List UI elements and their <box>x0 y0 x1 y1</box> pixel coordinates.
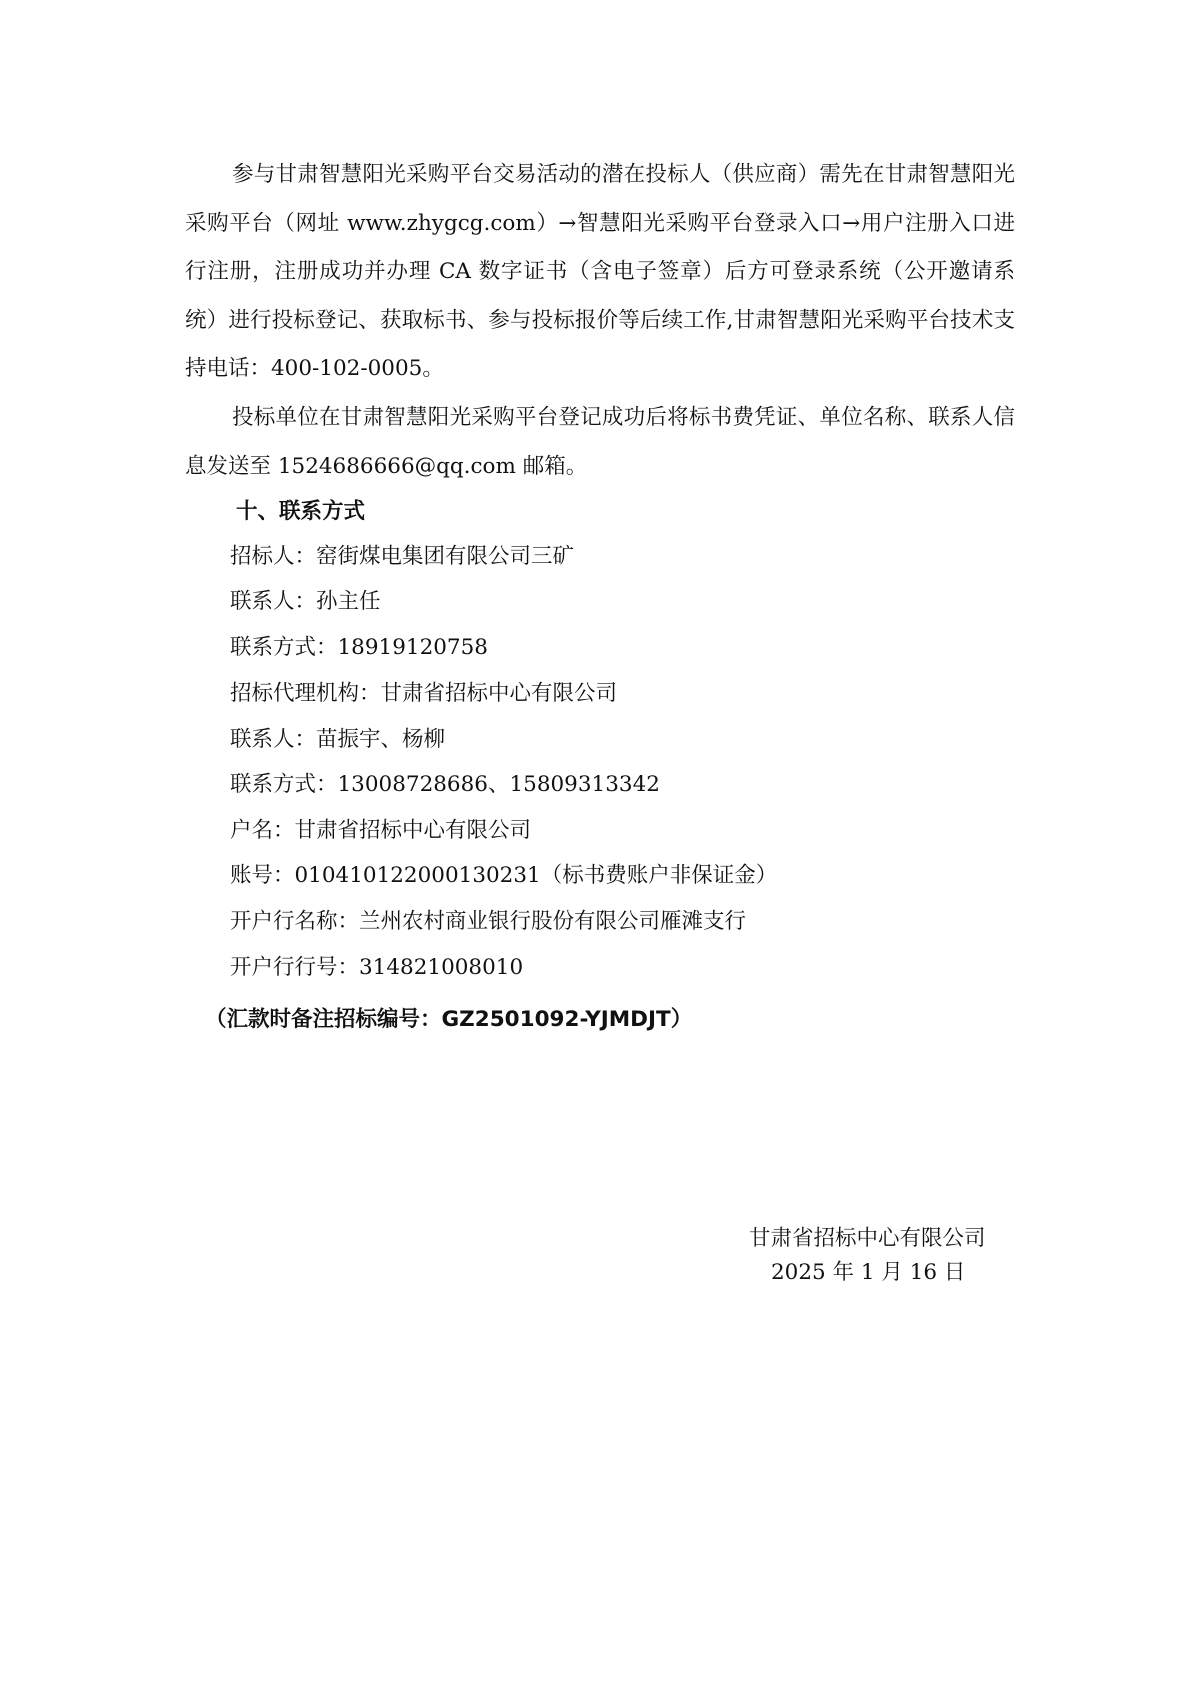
paragraph-registration-instructions: 参与甘肃智慧阳光采购平台交易活动的潜在投标人（供应商）需先在甘肃智慧阳光采购平台（网址 www.zhygcg.com）→智慧阳光采购平台登录入口→用户注册入口进行注册，注册成功并办理 CA 数字证书（含电子签章）后方可登录系统（公开邀请系统）进行投标登记、获取标书、参与投标报价等后续工作,甘肃智慧阳光采购平台技术支持电话：400-102-0005。 <box>185 162 1015 381</box>
account-number-line: 账号：010410122000130231（标书费账户非保证金） <box>230 863 778 888</box>
section-heading-contact: 十、联系方式 <box>236 499 366 524</box>
account-name-line: 户名：甘肃省招标中心有限公司 <box>230 818 532 843</box>
paragraph-fee-submission: 投标单位在甘肃智慧阳光采购平台登记成功后将标书费凭证、单位名称、联系人信息发送至 1524686666@qq.com 邮箱。 <box>185 405 1015 479</box>
signature-date: 2025 年 1 月 16 日 <box>771 1260 966 1285</box>
tenderer-line: 招标人：窑街煤电集团有限公司三矿 <box>230 544 575 569</box>
signature-organization: 甘肃省招标中心有限公司 <box>749 1226 986 1251</box>
tenderer-phone-line: 联系方式：18919120758 <box>230 635 488 660</box>
bank-code-line: 开户行行号：314821008010 <box>230 955 524 980</box>
tenderer-contact-line: 联系人：孙主任 <box>230 589 381 614</box>
agency-line: 招标代理机构：甘肃省招标中心有限公司 <box>230 681 618 706</box>
agency-contact-line: 联系人：苗振宇、杨柳 <box>230 727 446 752</box>
remittance-note: （汇款时备注招标编号：GZ2501092-YJMDJT） <box>205 1007 693 1032</box>
bank-name-line: 开户行名称：兰州农村商业银行股份有限公司雁滩支行 <box>230 909 747 934</box>
agency-phone-line: 联系方式：13008728686、15809313342 <box>230 772 660 797</box>
